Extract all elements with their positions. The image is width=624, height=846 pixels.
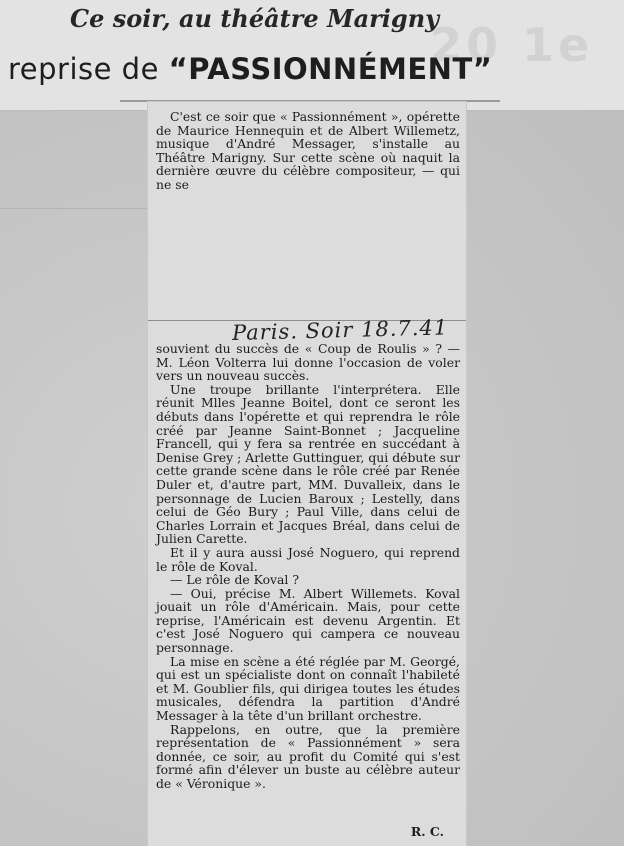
headline-line-2 xyxy=(8,52,624,86)
article-paragraph: — Oui, précise M. Albert Willemets. Koval jouait un rôle d'Américain. Mais, pour cette reprise, l'Américain est devenu Argentin. Et c'est José Noguero qui campera ce nouveau personnage. xyxy=(156,585,460,656)
author-signature: R. C. xyxy=(410,824,444,839)
article-paragraph-intro: C'est ce soir que « Passionnément », opérette de Maurice Hennequin et de Albert Willemetz, musique d'André Messager, s'installe au Théâtre Marigny. Sur cette scène où naquit la dernière œuvre du célèbre compositeur, — qui ne se xyxy=(156,109,460,192)
bleed-through-text: 20 1e xyxy=(430,18,594,72)
article-top xyxy=(156,110,460,192)
headline-show-title: “PASSIONNÉMENT” xyxy=(168,52,493,86)
article-paragraph: La mise en scène a été réglée par M. Georgé, qui est un spécialiste dont on connaît l'habileté et M. Goublier fils, qui dirigea toutes les études musicales, défendra la partition d'André Messager à la tête d'un brillant orchestre. xyxy=(156,653,460,724)
headline-prefix: reprise de xyxy=(8,52,169,86)
article-body xyxy=(156,342,460,791)
article-paragraph: souvient du succès de « Coup de Roulis » ? — M. Léon Volterra lui donne l'occasion de voler vers un nouveau succès. xyxy=(156,341,460,384)
headline-line-1: Ce soir, au théâtre Marigny xyxy=(70,4,440,33)
handwritten-source-note: Paris. Soir 18.7.41 xyxy=(231,315,449,346)
article-paragraph: Une troupe brillante l'interprétera. Elle réunit Mlles Jeanne Boitel, dont ce seront les débuts dans l'opérette et qui reprendra le rôle créé par Jeanne Saint-Bonnet ; Jacqueline Francell, qui y fera sa rentrée en succédant à Denise Grey ; Arlette Guttinguer, qui débute sur cette grande scène dans le rôle créé par Renée Duler et, d'autre part, MM. Duvalleix, dans le personnage de Lucien Baroux ; Lestelly, dans celui de Géo Bury ; Paul Ville, dans celui de Charles Lorrain et Jacques Bréal, dans celui de Julien Carette. xyxy=(156,381,460,547)
article-paragraph: Et il y aura aussi José Noguero, qui reprend le rôle de Koval. xyxy=(156,544,460,574)
paper-fold-line xyxy=(0,208,148,209)
article-column xyxy=(148,102,466,846)
article-paragraph: Rappelons, en outre, que la première représentation de « Passionnément » sera donnée, ce soir, au profit du Comité qui s'est formé afin d'élever un buste au célèbre auteur de « Véronique ». xyxy=(156,721,460,791)
headline-strip xyxy=(0,0,624,111)
article-paragraph: — Le rôle de Koval ? xyxy=(170,572,299,588)
